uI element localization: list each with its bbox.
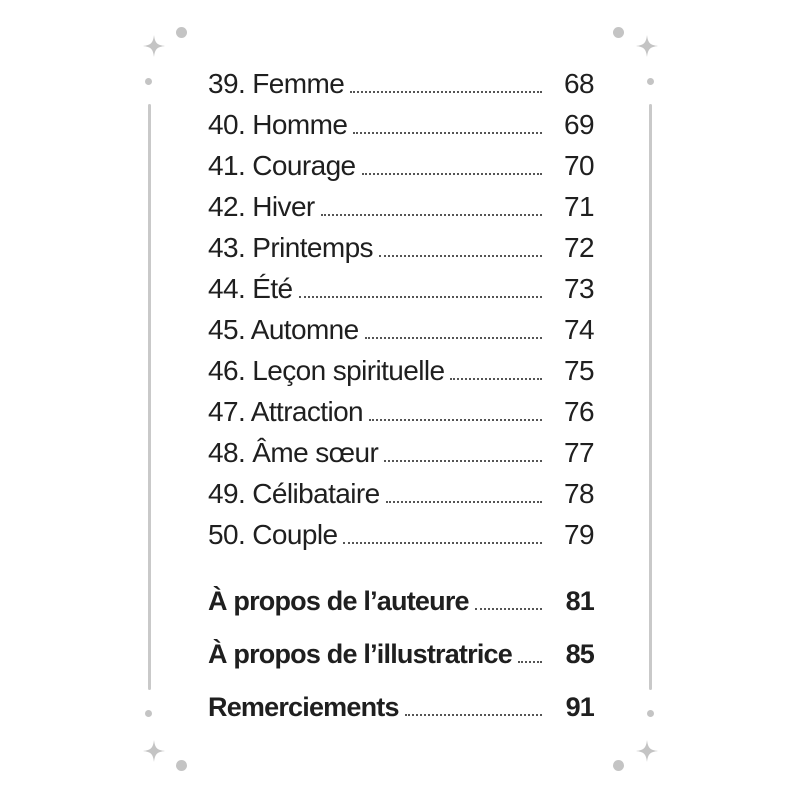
- dot-leader: [369, 419, 542, 421]
- toc-entry: [208, 355, 594, 387]
- dot-leader: [405, 714, 542, 716]
- dot-leader: [379, 255, 542, 257]
- toc-entry-page: 72: [564, 232, 594, 263]
- toc-entry-title: 47. Attraction: [208, 396, 364, 427]
- dot-leader: [475, 608, 542, 610]
- dot-leader: [353, 132, 542, 134]
- toc-entry-page: 73: [564, 273, 594, 304]
- toc-entry-title: 46. Leçon spirituelle: [208, 355, 445, 386]
- toc-entry-page: 69: [564, 109, 594, 140]
- toc-entry-title: 50. Couple: [208, 519, 338, 550]
- dot-icon: [647, 78, 654, 85]
- toc-entry-title: 40. Homme: [208, 109, 348, 140]
- toc-entry-page: 85: [565, 639, 594, 669]
- toc-entry-title: 39. Femme: [208, 68, 345, 99]
- toc-entry-title: 43. Printemps: [208, 232, 373, 263]
- dot-leader: [386, 501, 542, 503]
- toc-entry: [208, 519, 594, 551]
- dot-leader: [518, 661, 542, 663]
- toc-entry: [208, 232, 594, 264]
- sparkle-icon: [143, 35, 165, 57]
- sparkle-icon: [636, 740, 658, 762]
- toc-entry: [208, 273, 594, 305]
- toc-entry: [208, 68, 594, 100]
- toc-backmatter-entry: [208, 639, 594, 670]
- sparkle-icon: [636, 35, 658, 57]
- dot-leader: [343, 542, 542, 544]
- left-border-line: [148, 104, 151, 690]
- dot-icon: [176, 27, 187, 38]
- toc-entry: [208, 478, 594, 510]
- dot-icon: [613, 27, 624, 38]
- toc-entry-page: 74: [564, 314, 594, 345]
- toc-entry-title: À propos de l’auteure: [208, 586, 469, 616]
- toc-entry: [208, 150, 594, 182]
- toc-entry: [208, 191, 594, 223]
- dot-icon: [145, 78, 152, 85]
- toc-entry-title: 45. Automne: [208, 314, 359, 345]
- sparkle-icon: [143, 740, 165, 762]
- toc-entry: [208, 109, 594, 141]
- toc-entry-page: 71: [564, 191, 594, 222]
- toc-entry: [208, 314, 594, 346]
- dot-icon: [176, 760, 187, 771]
- toc-entry-page: 79: [564, 519, 594, 550]
- dot-leader: [450, 378, 542, 380]
- toc-entry-title: Remerciements: [208, 692, 399, 722]
- toc-entry-page: 75: [564, 355, 594, 386]
- toc-entry-page: 76: [564, 396, 594, 427]
- toc-entry-title: 42. Hiver: [208, 191, 315, 222]
- toc-entry-page: 78: [564, 478, 594, 509]
- dot-leader: [350, 91, 542, 93]
- toc-entry-page: 77: [564, 437, 594, 468]
- right-border-line: [649, 104, 652, 690]
- toc-entry-title: À propos de l’illustratrice: [208, 639, 512, 669]
- toc-entry-page: 70: [564, 150, 594, 181]
- dot-icon: [613, 760, 624, 771]
- dot-leader: [362, 173, 542, 175]
- toc-entry-page: 68: [564, 68, 594, 99]
- dot-leader: [321, 214, 542, 216]
- toc-entry-title: 41. Courage: [208, 150, 356, 181]
- toc-entry-title: 48. Âme sœur: [208, 437, 379, 468]
- toc-backmatter-entry: [208, 692, 594, 723]
- toc-entry-title: 49. Célibataire: [208, 478, 380, 509]
- dot-leader: [365, 337, 542, 339]
- dot-icon: [647, 710, 654, 717]
- dot-icon: [145, 710, 152, 717]
- toc-entry: [208, 396, 594, 428]
- toc-entry-title: 44. Été: [208, 273, 293, 304]
- dot-leader: [384, 460, 542, 462]
- dot-leader: [299, 296, 542, 298]
- toc-entry-page: 91: [565, 692, 594, 722]
- toc-entry-page: 81: [565, 586, 594, 616]
- toc-backmatter-entry: [208, 586, 594, 617]
- toc-entry: [208, 437, 594, 469]
